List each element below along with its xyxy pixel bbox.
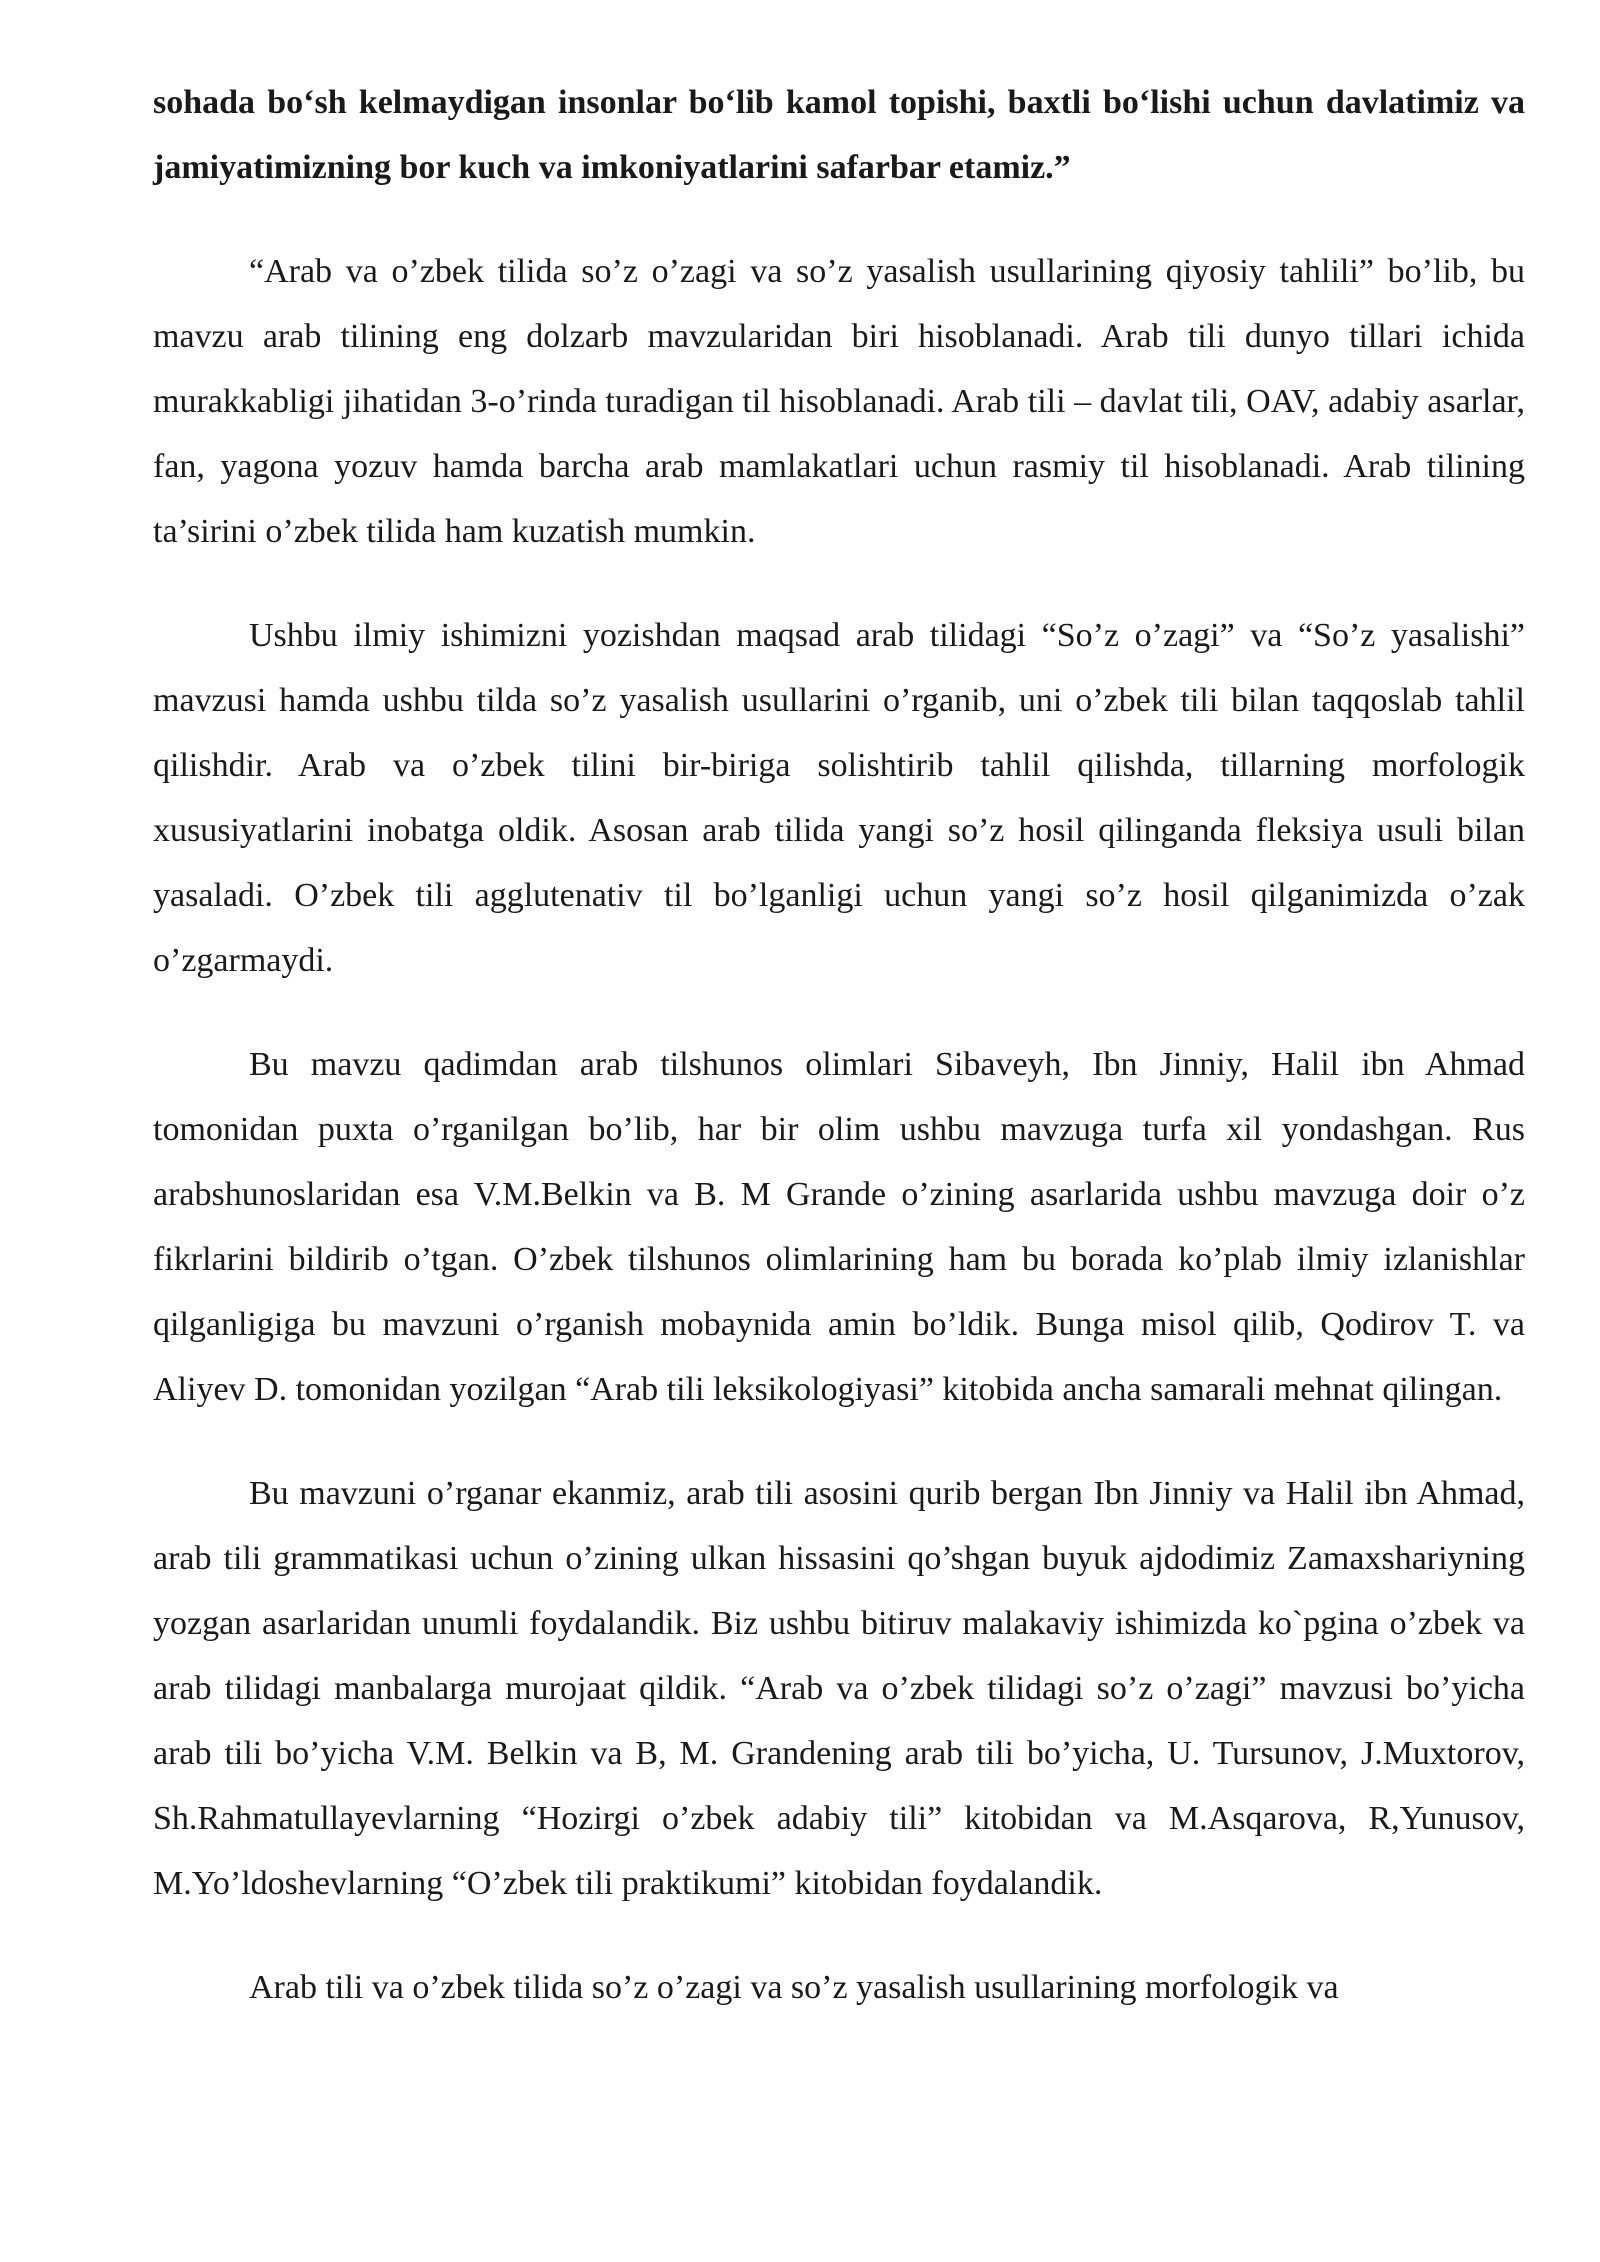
- paragraph-topic-intro: “Arab va o’zbek tilida so’z o’zagi va so’z yasalish usullarining qiyosiy tahlili” bo’lib, bu mavzu arab tilining eng dolzarb mavzularidan biri hisoblanadi. Arab tili dunyo tillari ichida murakkabligi jihatidan 3-o’rinda turadigan til hisoblanadi. Arab tili – davlat tili, OAV, adabiy asarlar, fan, yagona yozuv hamda barcha arab mamlakatlari uchun rasmiy til hisoblanadi. Arab tilining ta’sirini o’zbek tilida ham kuzatish mumkin.: [153, 253, 1525, 550]
- paragraph-research-aim: Ushbu ilmiy ishimizni yozishdan maqsad arab tilidagi “So’z o’zagi” va “So’z yasalishi” mavzusi hamda ushbu tilda so’z yasalish usullarini o’rganib, uni o’zbek tili bilan taqqoslab tahlil qilishdir. Arab va o’zbek tilini bir-biriga solishtirib tahlil qilishda, tillarning morfologik xususiyatlarini inobatga oldik. Asosan arab tilida yangi so’z hosil qilinganda fleksiya usuli bilan yasaladi. O’zbek tili agglutenativ til bo’lganligi uchun yangi so’z hosil qilganimizda o’zak o’zgarmaydi.: [153, 617, 1525, 979]
- paragraph-scholars: Bu mavzu qadimdan arab tilshunos olimlari Sibaveyh, Ibn Jinniy, Halil ibn Ahmad tomonidan puxta o’rganilgan bo’lib, har bir olim ushbu mavzuga turfa xil yondashgan. Rus arabshunoslaridan esa V.M.Belkin va B. M Grande o’zining asarlarida ushbu mavzuga doir o’z fikrlarini bildirib o’tgan. O’zbek tilshunos olimlarining ham bu borada ko’plab ilmiy izlanishlar qilganligiga bu mavzuni o’rganish mobaynida amin bo’ldik. Bunga misol qilib, Qodirov T. va Aliyev D. tomonidan yozilgan “Arab tili leksikologiyasi” kitobida ancha samarali mehnat qilingan.: [153, 1046, 1525, 1408]
- document-page: [153, 70, 1525, 2020]
- paragraph-sources: Bu mavzuni o’rganar ekanmiz, arab tili asosini qurib bergan Ibn Jinniy va Halil ibn Ahmad, arab tili grammatikasi uchun o’zining ulkan hissasini qo’shgan buyuk ajdodimiz Zamaxshariyning yozgan asarlaridan unumli foydalandik. Biz ushbu bitiruv malakaviy ishimizda ko`pgina o’zbek va arab tilidagi manbalarga murojaat qildik. “Arab va o’zbek tilidagi so’z o’zagi” mavzusi bo’yicha arab tili bo’yicha V.M. Belkin va B, M. Grandening arab tili bo’yicha, U. Tursunov, J.Muxtorov, Sh.Rahmatullayevlarning “Hozirgi o’zbek adabiy tili” kitobidan va M.Asqarova, R,Yunusov, M.Yo’ldoshevlarning “O’zbek tili praktikumi” kitobidan foydalandik.: [153, 1475, 1525, 1902]
- paragraph-quote-ending: sohada bo‘sh kelmaydigan insonlar bo‘lib kamol topishi, baxtli bo‘lishi uchun davlatimiz va jamiyatimizning bor kuch va imkoniyatlarini safarbar etamiz.”: [153, 84, 1525, 186]
- paragraph-continuation: Arab tili va o’zbek tilida so’z o’zagi va so’z yasalish usullarining morfologik va: [249, 1969, 1339, 2006]
